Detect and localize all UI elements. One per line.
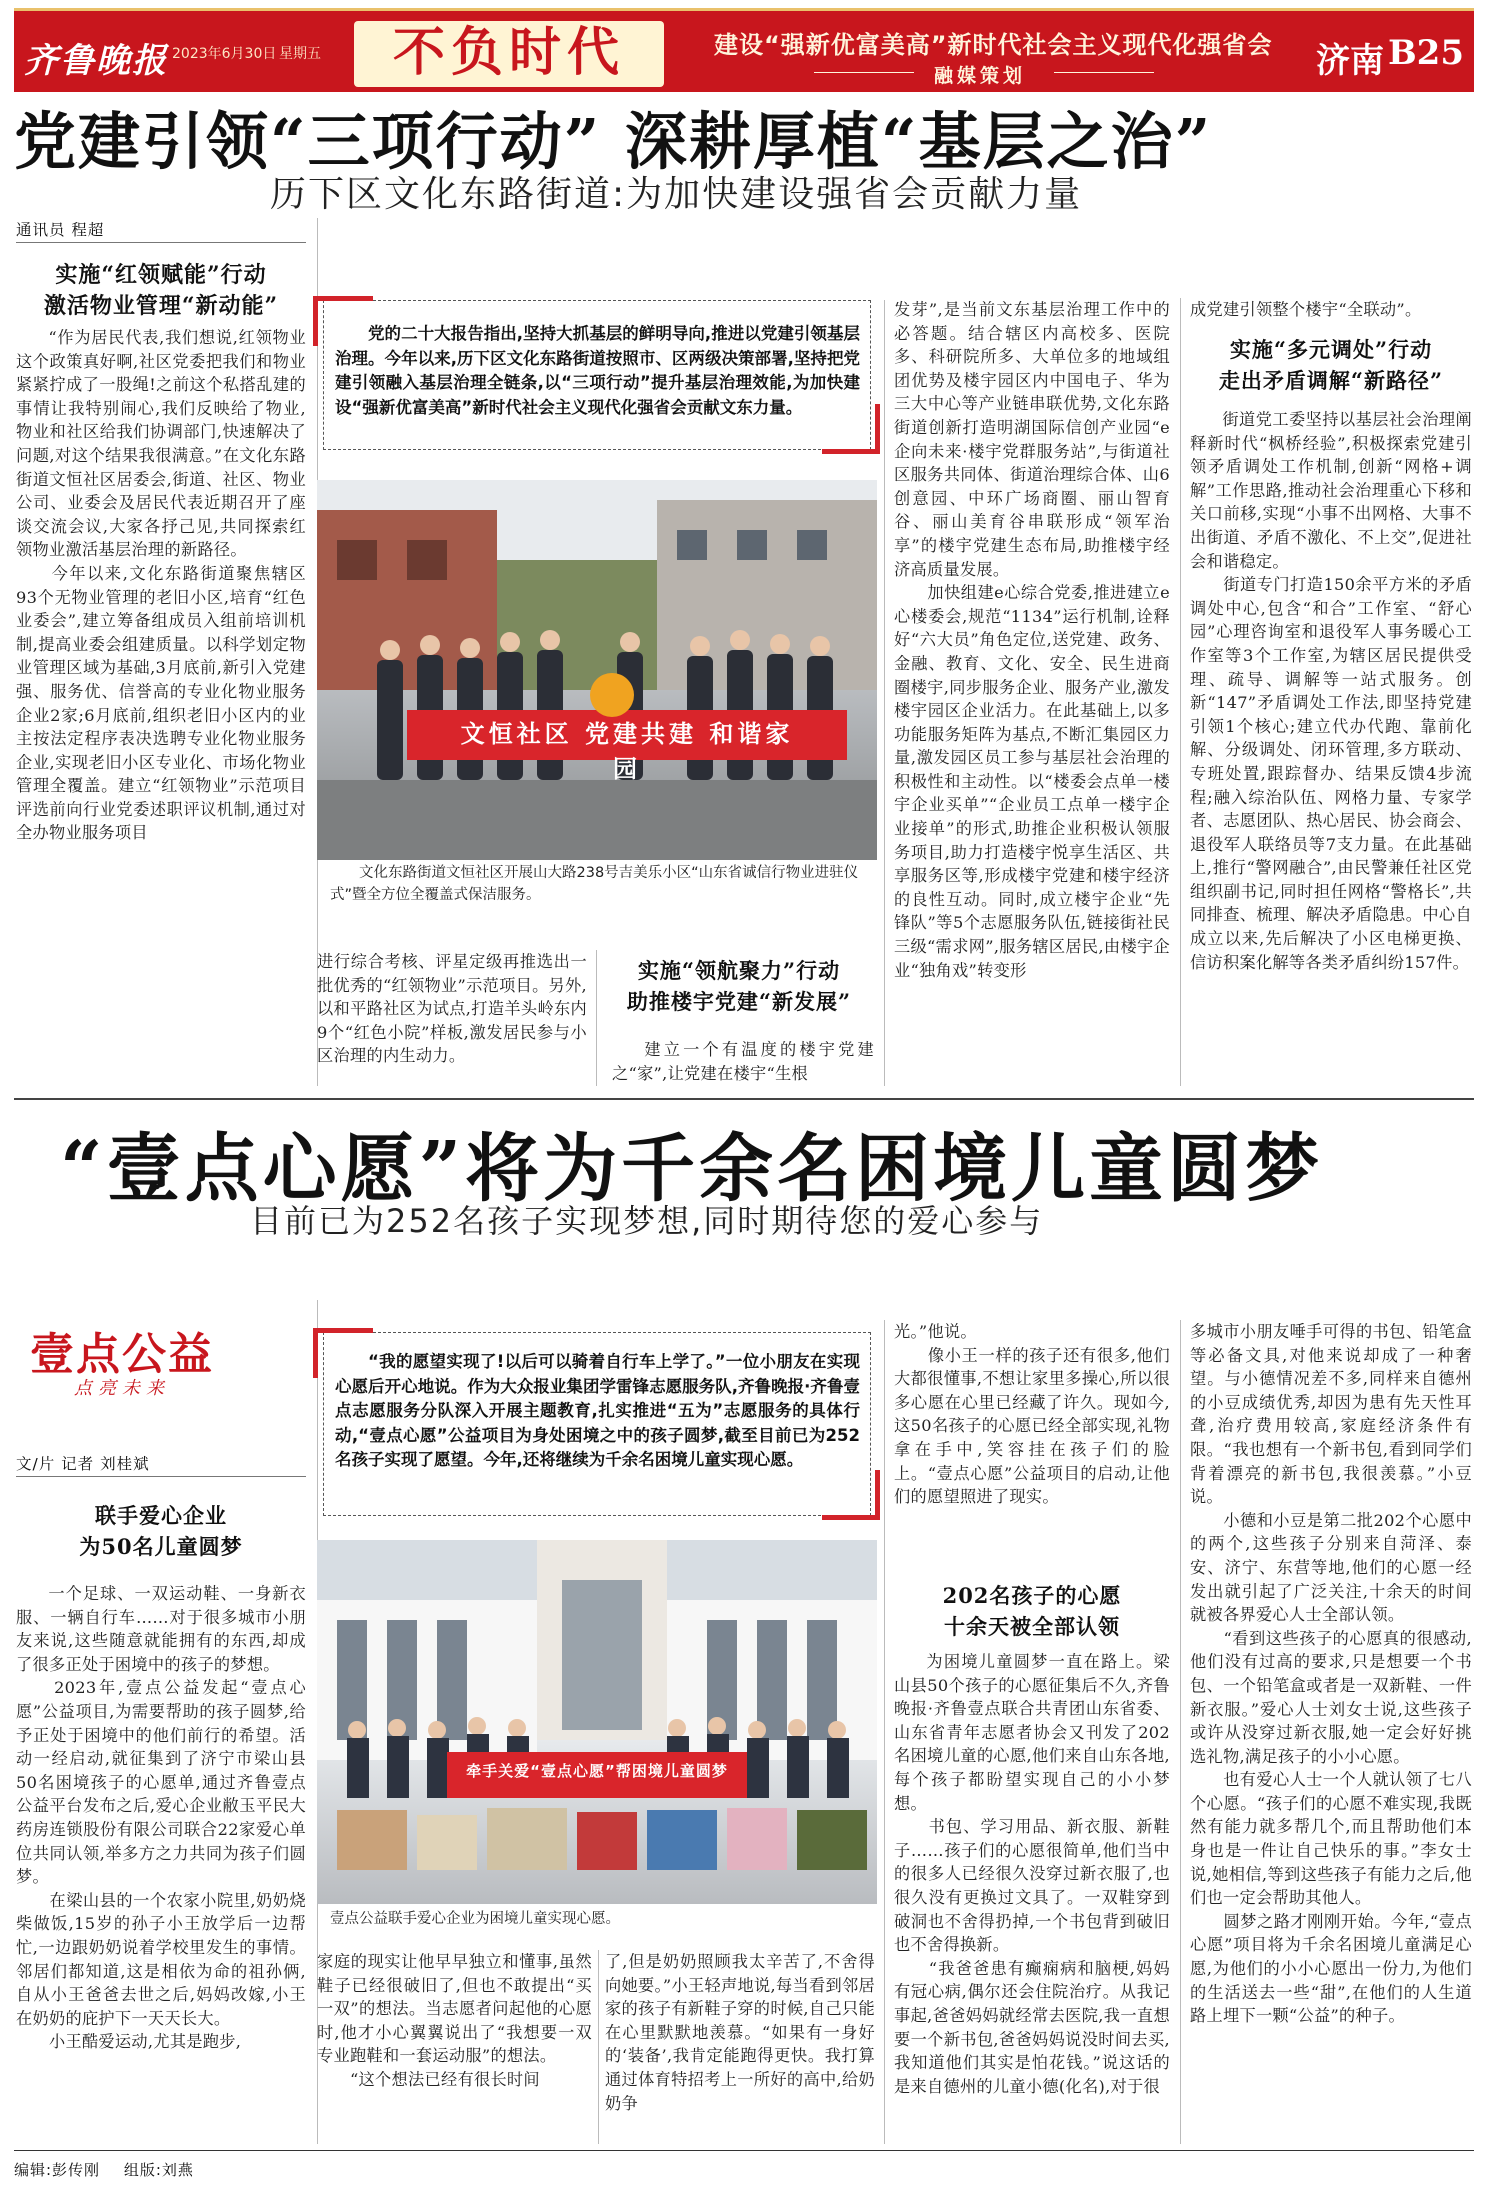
story2-subheadline: 目前已为252名孩子实现梦想,同时期待您的爱心参与 xyxy=(250,1202,1044,1240)
story1-col1-body: “作为居民代表,我们想说,红领物业这个政策真好啊,社区党委把我们和物业紧紧拧成了一股绳!之前这个私搭乱建的事情让我特别闹心,我们反映给了物业,物业和社区给我们协调部门,快速解决了问题,对这个结果我很满意。”在文化东路街道文恒社区居委会,街道、社区、物业公司、业委会及居民代表近期召开了座谈交流会议,大家各抒己见,共同探索红领物业激活基层治理的新路径。 今年以来,文化东路街道聚焦辖区93个无物业管理的老旧小区,培育“红色业委会”,建立筹备组成员入组前培训机制,提高业委会组建质量。以科学划定物业管理区域为基础,3月底前,新引入党建强、服务优、信誉高的专业化物业服务企业2家;6月底前,组织老旧小区内的业主按法定程序表决选聘专业化物业服务企业,实现老旧小区专业化、市场化物业管理全覆盖。建立“红领物业”示范项目评选前向行业党委述职评议机制,通过对全办物业服务项目 xyxy=(16,328,306,843)
story1-photo xyxy=(317,480,877,860)
corner-accent xyxy=(875,404,880,454)
corner-accent xyxy=(822,449,880,454)
column-divider xyxy=(1180,1320,1181,2144)
footer-layout: 组版:刘燕 xyxy=(123,2161,194,2179)
column-divider xyxy=(1180,298,1181,1086)
issue-weekday: 星期五 xyxy=(279,46,321,62)
divider xyxy=(16,242,306,243)
column-plan: 融媒策划 xyxy=(934,65,1027,87)
story2-section1-title: 联手爱心企业 为50名儿童圆梦 xyxy=(79,1503,243,1559)
photo-scene xyxy=(317,480,877,860)
corner-accent xyxy=(313,1328,373,1333)
story2-photo xyxy=(317,1540,877,1904)
story2-col2-body: 家庭的现实让他早早独立和懂事,虽然鞋子已经很破旧了,但也不敢提出“买一双”的想法。当志愿者问起他的心愿时,他才小心翼翼说出了“我想要一双专业跑鞋和一套运动服”的想法。 “这个想法已经有很长时间 xyxy=(317,1952,592,2089)
corner-accent xyxy=(313,1328,318,1378)
column-divider xyxy=(884,1320,885,2144)
story1-col5-body: 街道党工委坚持以基层社会治理阐释新时代“枫桥经验”,积极探索党建引领矛盾调处工作机制,创新“网格+调解”工作思路,推动社会治理重心下移和关口前移,实现“小事不出网格、大事不出街道、矛盾不激化、不上交”,促进社会和谐稳定。 街道专门打造150余平方米的矛盾调处中心,包含“和合”工作室、“舒心园”心理咨询室和退役军人事务暖心工作室等3个工作室,为辖区居民提供受理、疏导、调解等一站式服务。创新“147”矛盾调处工作法,即坚持党建引领1个核心;建立代办代跑、靠前化解、分级调处、闭环管理,多方联动、专班处置,跟踪督办、结果反馈4步流程;融入综治队伍、网格力量、专家学者、志愿团队、热心居民、协会商会、退役军人联络员等7支力量。在此基础上,推行“警网融合”,由民警兼任社区党组织副书记,同时担任网格“警格长”,共同排查、梳理、解决矛盾隐患。中心自成立以来,先后解决了小区电梯更换、信访积案化解等各类矛盾纠纷157件。 xyxy=(1190,410,1472,972)
story2-col5-body: 多城市小朋友唾手可得的书包、铅笔盒等必备文具,对他来说却成了一种奢望。与小德情况差不多,同样来自德州的小豆成绩优秀,却因为患有先天性耳聋,治疗费用较高,家庭经济条件有限。“我也想有一个新书包,看到同学们背着漂亮的新书包,我很羡慕。”小豆说。 小德和小豆是第二批202个心愿中的两个,这些孩子分别来自菏泽、泰安、济宁、东营等地,他们的心愿一经发出就引起了广泛关注,十余天的时间就被各界爱心人士全部认领。 “看到这些孩子的心愿真的很感动,他们没有过高的要求,只是想要一个书包、一个铅笔盒或者是一双新鞋、一件新衣服。”爱心人士刘女士说,这些孩子或许从没穿过新衣服,她一定会好好挑选礼物,满足孩子的小小心愿。 也有爱心人士一个人就认领了七八个心愿。“孩子们的心愿不难实现,我既然有能力就多帮几个,而且帮助他们本身也是一件让自己快乐的事。”李女士说,她相信,等到这些孩子有能力之后,他们也一定会帮助其他人。 圆梦之路才刚刚开始。今年,“壹点心愿”项目将为千余名困境儿童满足心愿,为他们的小小心愿出一份力,为他们的生活送去一些“甜”,在他们的人生道路上埋下一颗“公益”的种子。 xyxy=(1190,1322,1472,2026)
story1-headline: 党建引领“三项行动” 深耕厚植“基层之治” xyxy=(14,105,1213,178)
story1-section2-title: 实施“领航聚力”行动 助推楼宇党建“新发展” xyxy=(626,958,852,1014)
edition-city: 济南 xyxy=(1316,41,1384,81)
story2-col4-top: 光。”他说。 像小王一样的孩子还有很多,他们大都很懂事,不想让家里多操心,所以很多心愿在心里已经藏了许久。现如今,这50名孩子的心愿已经全部实现,礼物拿在手中,笑容挂在孩子们的脸上。“壹点心愿”公益项目的启动,让他们的愿望照进了现实。 xyxy=(894,1322,1170,1507)
story1-byline: 通讯员 程超 xyxy=(16,221,105,239)
divider xyxy=(1054,72,1154,73)
corner-accent xyxy=(313,296,373,301)
story2-lead: “我的愿望实现了!以后可以骑着自行车上学了。”一位小朋友在实现心愿后开心地说。作为大众报业集团学雷锋志愿服务队,齐鲁晚报·齐鲁壹点志愿服务分队深入开展主题教育,扎实推进“五为”志愿服务的具体行动,“壹点心愿”公益项目为身处困境之中的孩子圆梦,截至目前已为252名孩子实现了愿望。今年,还将继续为千余名困境儿童实现心愿。 xyxy=(335,1352,860,1469)
story2-headline: “壹点心愿”将为千余名困境儿童圆梦 xyxy=(60,1126,1324,1212)
story2-section2-title: 202名孩子的心愿 十余天被全部认领 xyxy=(942,1583,1122,1639)
page-number: B25 xyxy=(1387,33,1464,73)
column-divider xyxy=(596,950,597,1086)
corner-accent xyxy=(313,296,318,346)
photo-banner-text: 牵手关爱“壹点心愿”帮困境儿童圆梦 xyxy=(466,1762,728,1780)
story1-subheadline: 历下区文化东路街道:为加快建设强省会贡献力量 xyxy=(270,174,1083,215)
corner-accent xyxy=(822,1515,880,1520)
divider xyxy=(16,1476,306,1477)
column-divider xyxy=(884,300,885,1086)
story2-col1-body: 一个足球、一双运动鞋、一身新衣服、一辆自行车……对于很多城市小朋友来说,这些随意就能拥有的东西,却成了很多正处于困境中的孩子的梦想。 2023年,壹点公益发起“壹点心愿”公益项目,为需要帮助的孩子圆梦,给予正处于困境中的他们前行的希望。活动一经启动,就征集到了济宁市梁山县50名困境孩子的心愿单,通过齐鲁壹点公益平台发布之后,爱心企业敝玉平民大药房连锁股份有限公司联合22家爱心单位共同认领,举多方之力共同为孩子们圆梦。 在梁山县的一个农家小院里,奶奶烧柴做饭,15岁的孙子小王放学后一边帮忙,一边跟奶奶说着学校里发生的事情。邻居们都知道,这是相依为命的祖孙俩,自从小王爸爸去世之后,妈妈改嫁,小王在奶奶的庇护下一天天长大。 小王酷爱运动,尤其是跑步, xyxy=(16,1584,306,2052)
photo-scene xyxy=(317,1540,877,1904)
column-divider xyxy=(598,1950,599,2144)
story2-byline: 文/片 记者 刘桂斌 xyxy=(16,1455,150,1473)
story1-col2-body: 进行综合考核、评星定级再推选出一批优秀的“红领物业”示范项目。另外,以和平路社区为试点,打造羊头岭东内9个“红色小院”样板,激发居民参与小区治理的内生动力。 xyxy=(317,952,587,1066)
story2-logo: 壹点公益 xyxy=(30,1329,214,1380)
story2-logo-tagline: 点亮未来 xyxy=(74,1378,170,1399)
paper-logo: 齐鲁晚报 xyxy=(24,41,168,81)
page-footer xyxy=(14,2150,1474,2180)
column-slogan: 建设“强新优富美高”新时代社会主义现代化强省会 xyxy=(714,31,1273,59)
corner-accent xyxy=(875,1470,880,1520)
story1-lead: 党的二十大报告指出,坚持大抓基层的鲜明导向,推进以党建引领基层治理。今年以来,历下区文化东路街道按照市、区两级决策部署,坚持把党建引领融入基层治理全链条,以“三项行动”提升基层治理效能,为加快建设“强新优富美高”新时代社会主义现代化强省会贡献文东力量。 xyxy=(335,324,860,417)
story1-col3-bottom: 建立一个有温度的楼宇党建之“家”,让党建在楼宇“生根 xyxy=(612,1040,874,1083)
story2-col4-body: 为困境儿童圆梦一直在路上。梁山县50个孩子的心愿征集后不久,齐鲁晚报·齐鲁壹点联合共青团山东省委、山东省青年志愿者协会又刊发了202名困境儿童的心愿,他们来自山东各地,每个孩子都盼望实现自己的小小梦想。 书包、学习用品、新衣服、新鞋子……孩子们的心愿很简单,他们当中的很多人已经很久没穿过新衣服了,也很久没有更换过文具了。一双鞋穿到破洞也不舍得扔掉,一个书包背到破旧也不舍得换新。 “我爸爸患有癫痫病和脑梗,妈妈有冠心病,偶尔还会住院治疗。从我记事起,爸爸妈妈就经常去医院,我一直想要一个新书包,爸爸妈妈说没时间去买,我知道他们其实是怕花钱。”说这话的是来自德州的儿童小德(化名),对于很 xyxy=(894,1652,1170,2096)
story1-col4-body: 发芽”,是当前文东基层治理工作中的必答题。结合辖区内高校多、医院多、科研院所多、大单位多的地域组团优势及楼宇园区内中国电子、华为三大中心等产业链串联优势,文化东路街道创新打造明湖国际信创产业园“e企向未来·楼宇党群服务站”,与街道社区服务共同体、街道治理综合体、山6创意园、中环广场商圈、丽山智育谷、丽山美育谷串联形成“领军治享”的楼宇党建生态布局,助推楼宇经济高质量发展。 加快组建e心综合党委,推进建立e心楼委会,规范“1134”运行机制,诠释好“六大员”角色定位,送党建、政务、金融、教育、文化、安全、民生进商圈楼宇,同步服务企业、服务产业,激发楼宇园区企业活力。在此基础上,以多功能服务矩阵为基点,不断汇集园区力量,激发园区员工参与基层社会治理的积极性和主动性。以“楼委会点单一楼宇企业买单”“企业员工点单一楼宇企业接单”的形式,助推企业积极认领服务项目,助力打造楼宇悦享生活区、共享服务区等,形成楼宇党建和楼宇经济的良性互动。同时,成立楼宇企业“先锋队”等5个志愿服务队伍,链接街社民三级“需求网”,服务辖区居民,由楼宇企业“独角戏”转变形 xyxy=(894,300,1170,980)
story1-col5-top: 成党建引领整个楼宇“全联动”。 xyxy=(1190,300,1422,319)
photo-banner-text: 文恒社区 党建共建 和谐家园 xyxy=(460,720,794,783)
story1-section1-title: 实施“红领赋能”行动 激活物业管理“新动能” xyxy=(43,262,279,319)
story2-col3-bottom: 了,但是奶奶照顾我太辛苦了,不舍得向她要。”小王轻声地说,每当看到邻居家的孩子有新鞋子穿的时候,自己只能在心里默默地羡慕。“如果有一身好的‘装备’,我肯定能跑得更快。我打算通过体育特招考上一所好的高中,给奶奶争 xyxy=(605,1952,875,2113)
story1-photo-caption: 文化东路街道文恒社区开展山大路238号吉美乐小区“山东省诚信行物业进驻仪式”暨全方位全覆盖式保洁服务。 xyxy=(330,865,859,903)
divider xyxy=(814,72,914,73)
masthead xyxy=(14,8,1474,92)
story1-section3-title: 实施“多元调处”行动 走出矛盾调解“新路径” xyxy=(1218,337,1444,393)
issue-date: 2023年6月30日 xyxy=(172,46,277,62)
footer-editor: 编辑:彭传刚 xyxy=(14,2161,101,2179)
story-separator xyxy=(14,1098,1474,1100)
column-brand: 不负时代 xyxy=(354,21,664,87)
story2-photo-caption: 壹点公益联手爱心企业为困境儿童实现心愿。 xyxy=(330,1911,620,1927)
